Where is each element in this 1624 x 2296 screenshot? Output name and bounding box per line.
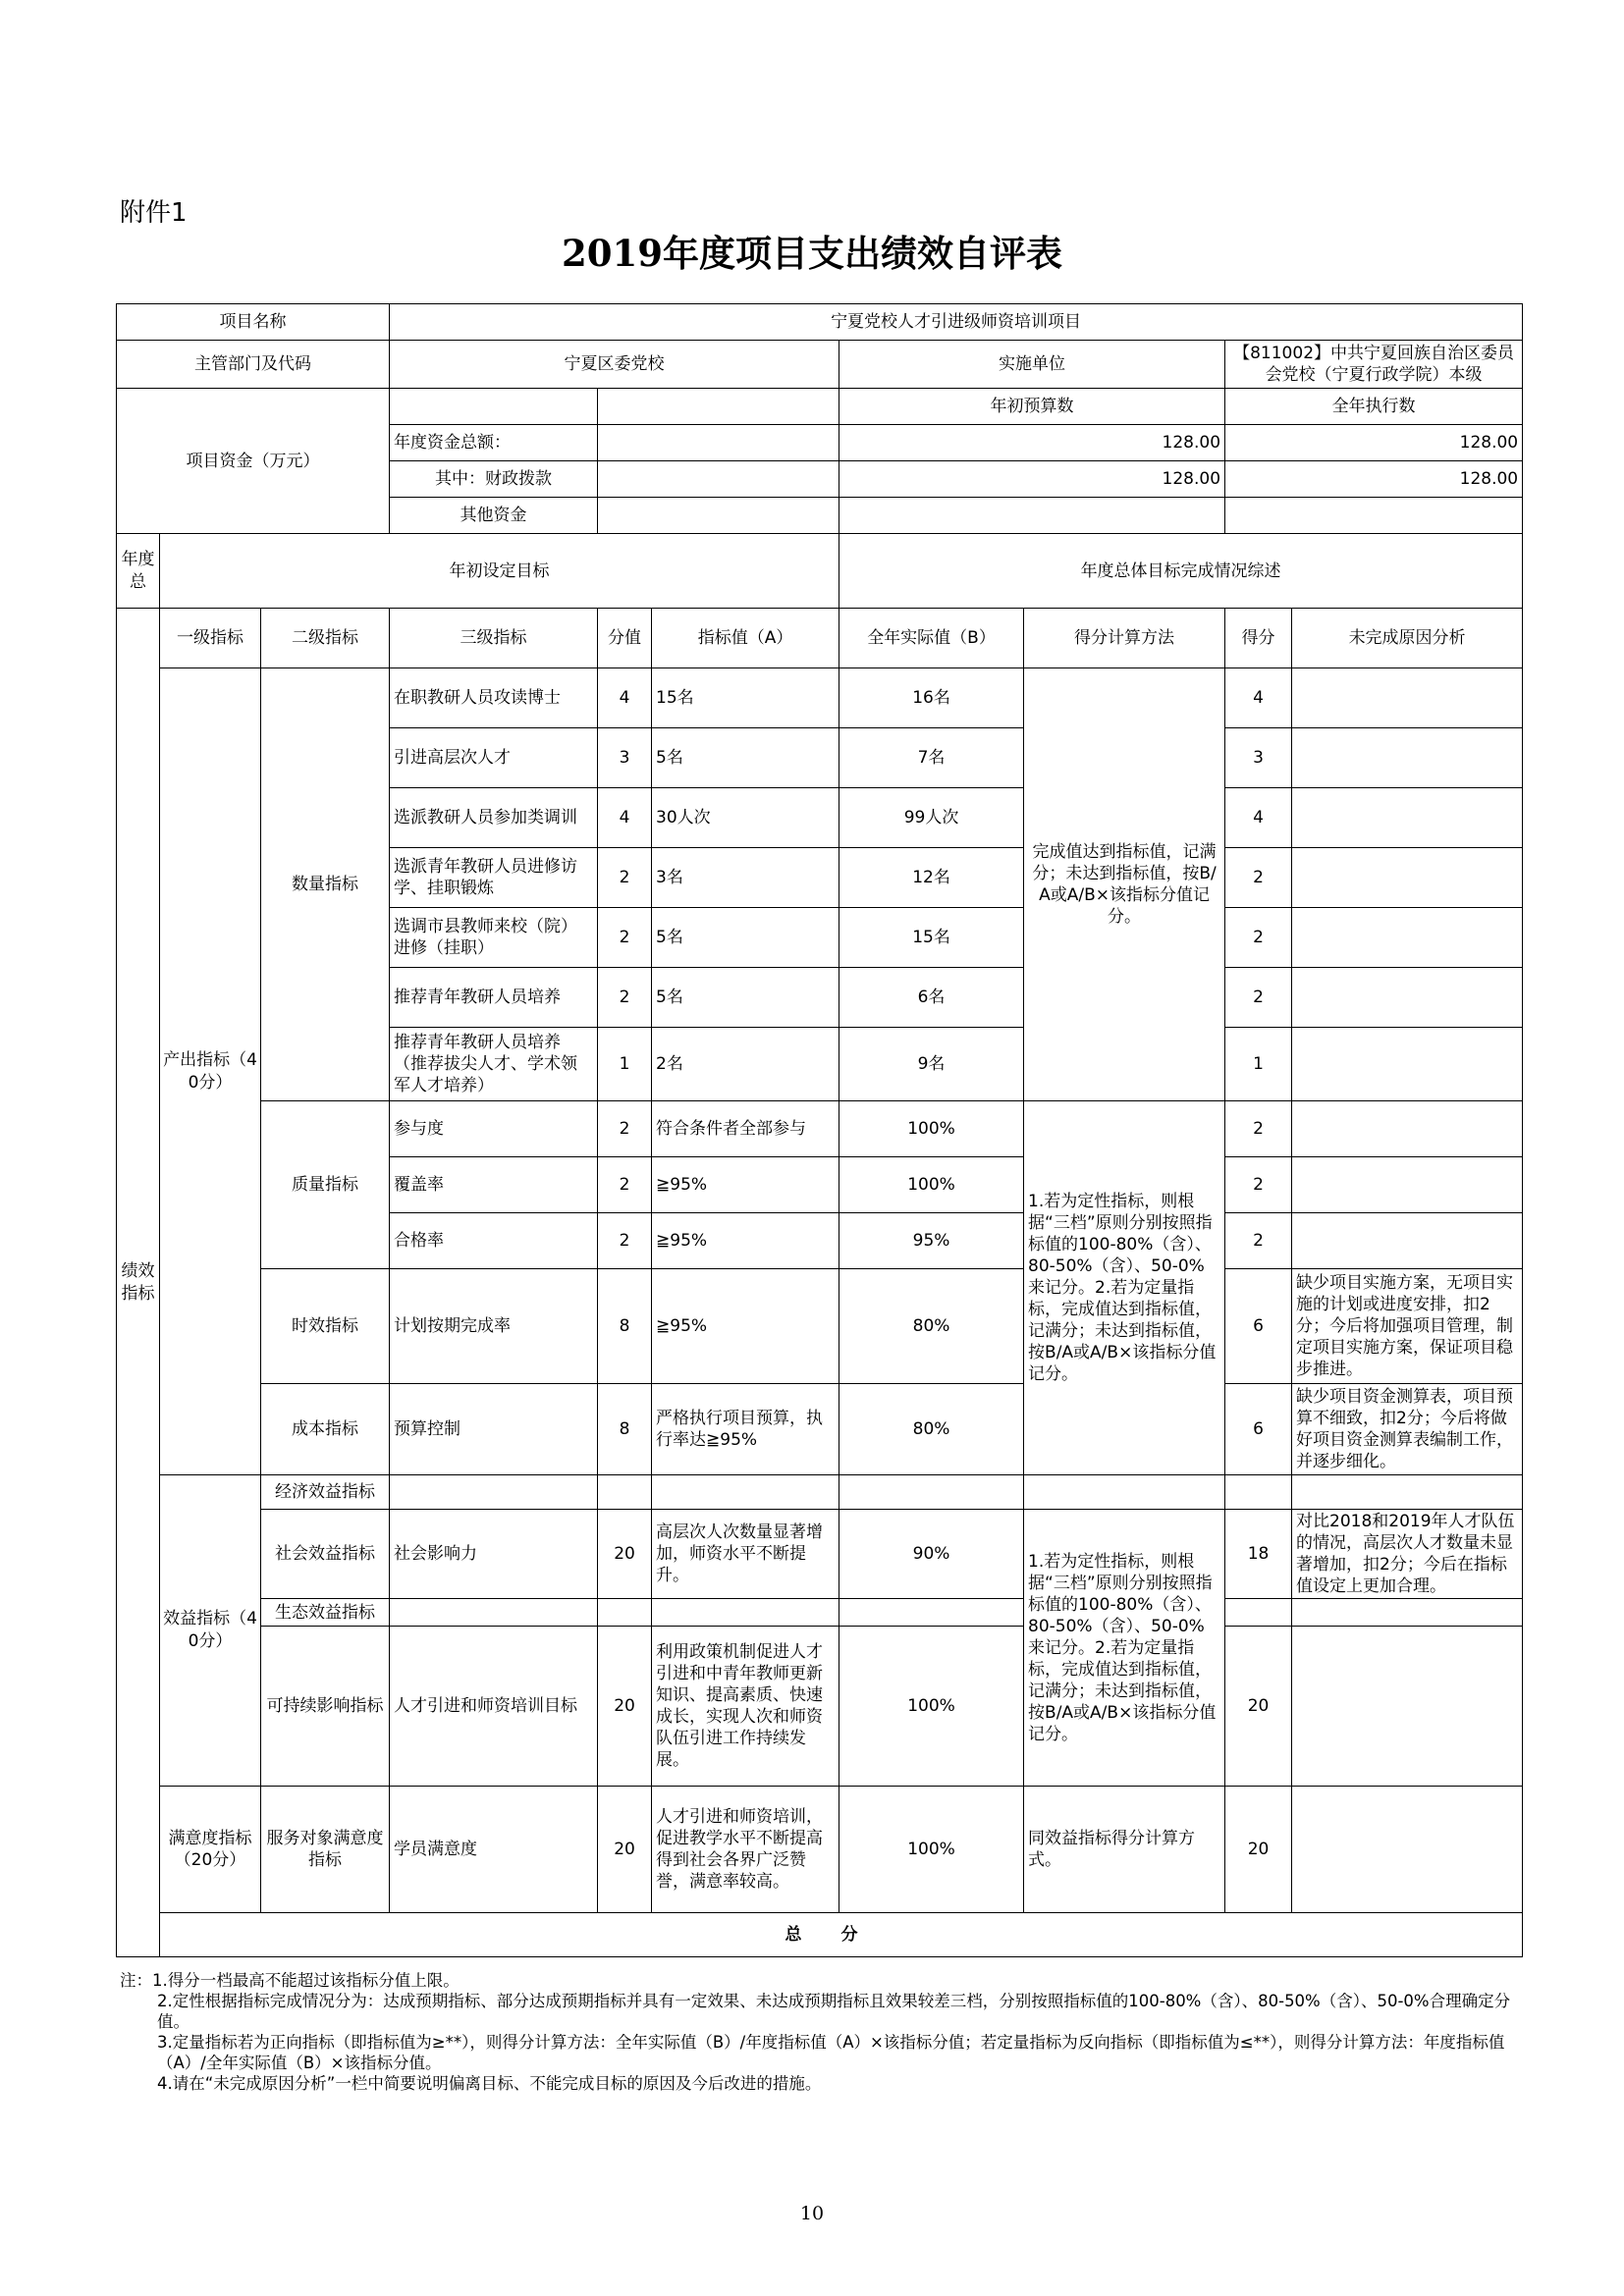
funds-col-initial: 年初预算数 bbox=[839, 389, 1225, 425]
dept-value: 宁夏区委党校 bbox=[390, 341, 839, 389]
header-reason: 未完成原因分析 bbox=[1292, 609, 1523, 668]
indicator-actual: 100% bbox=[839, 1787, 1024, 1913]
project-name: 宁夏党校人才引进级师资培训项目 bbox=[390, 304, 1523, 341]
indicator-value: 4 bbox=[598, 788, 652, 848]
note-item: 3.定量指标若为正向指标（即指标值为≥**），则得分计算方法：全年实际值（B）/年度指标值（A）×该指标分值；若定量指标为反向指标（即指标值为≤**），则得分计算方法：年度指标值（A）/全年实际值（B）×该指标分值。 bbox=[157, 2033, 1505, 2072]
dept-label: 主管部门及代码 bbox=[117, 341, 390, 389]
header-actual: 全年实际值（B） bbox=[839, 609, 1024, 668]
indicator-reason: 缺少项目实施方案，无项目实施的计划或进度安排，扣2分；今后将加强项目管理，制定项目实施方案，保证项目稳步推进。 bbox=[1292, 1269, 1523, 1384]
indicator-score: 4 bbox=[1225, 668, 1292, 728]
header-level3: 三级指标 bbox=[390, 609, 598, 668]
indicator-score: 2 bbox=[1225, 848, 1292, 908]
method-quantity: 完成值达到指标值，记满分；未达到指标值，按B/A或A/B×该指标分值记分。 bbox=[1024, 668, 1225, 1101]
indicator-name: 人才引进和师资培训目标 bbox=[390, 1627, 598, 1787]
indicator-name: 预算控制 bbox=[390, 1384, 598, 1475]
indicator-name: 计划按期完成率 bbox=[390, 1269, 598, 1384]
dept-row bbox=[117, 341, 1523, 389]
indicator-actual: 6名 bbox=[839, 968, 1024, 1028]
indicator-actual: 100% bbox=[839, 1627, 1024, 1787]
evaluation-table bbox=[116, 303, 1523, 1957]
table-row bbox=[117, 1475, 1523, 1510]
funds-row-label: 其中：财政拨款 bbox=[390, 461, 598, 498]
indicator-value: 4 bbox=[598, 668, 652, 728]
indicator-target: 2名 bbox=[652, 1028, 839, 1101]
quality-label: 质量指标 bbox=[261, 1101, 390, 1269]
satisfaction-level1: 满意度指标（20分） bbox=[160, 1787, 261, 1913]
cost-label: 成本指标 bbox=[261, 1384, 390, 1475]
indicator-name: 选派教研人员参加类调训 bbox=[390, 788, 598, 848]
indicator-name: 合格率 bbox=[390, 1213, 598, 1269]
funds-initial: 128.00 bbox=[839, 425, 1225, 461]
impl-unit-value: 【811002】中共宁夏回族自治区委员会党校（宁夏行政学院）本级 bbox=[1225, 341, 1523, 389]
indicator-score: 2 bbox=[1225, 1157, 1292, 1213]
funds-col-actual: 全年执行数 bbox=[1225, 389, 1523, 425]
indicator-header-row bbox=[117, 609, 1523, 668]
project-name-row bbox=[117, 304, 1523, 341]
indicator-value: 2 bbox=[598, 908, 652, 968]
indicator-target: 高层次人次数量显著增加，师资水平不断提升。 bbox=[652, 1510, 839, 1599]
indicator-name: 社会影响力 bbox=[390, 1510, 598, 1599]
satisfaction-label: 服务对象满意度指标 bbox=[261, 1787, 390, 1913]
funds-row-label: 其他资金 bbox=[390, 498, 598, 534]
indicator-value: 2 bbox=[598, 1101, 652, 1157]
indicator-actual: 80% bbox=[839, 1269, 1024, 1384]
table-row bbox=[117, 668, 1523, 728]
indicator-name: 引进高层次人才 bbox=[390, 728, 598, 788]
table-row bbox=[117, 1787, 1523, 1913]
indicator-reason: 缺少项目资金测算表，项目预算不细致，扣2分；今后将做好项目资金测算表编制工作，并逐步细化。 bbox=[1292, 1384, 1523, 1475]
indicator-name: 参与度 bbox=[390, 1101, 598, 1157]
indicator-target: 严格执行项目预算，执行率达≧95% bbox=[652, 1384, 839, 1475]
indicator-score: 6 bbox=[1225, 1269, 1292, 1384]
indicator-value: 2 bbox=[598, 848, 652, 908]
funds-actual: 128.00 bbox=[1225, 461, 1523, 498]
indicator-actual: 16名 bbox=[839, 668, 1024, 728]
note-item: 4.请在“未完成原因分析”一栏中简要说明偏离目标、不能完成目标的原因及今后改进的措施。 bbox=[157, 2074, 822, 2093]
header-level2: 二级指标 bbox=[261, 609, 390, 668]
indicator-value: 2 bbox=[598, 1213, 652, 1269]
indicator-target: 符合条件者全部参与 bbox=[652, 1101, 839, 1157]
header-target: 指标值（A） bbox=[652, 609, 839, 668]
table-row bbox=[117, 1627, 1523, 1787]
indicator-value: 3 bbox=[598, 728, 652, 788]
funds-label: 项目资金（万元） bbox=[117, 389, 390, 534]
funds-row-label: 年度资金总额： bbox=[390, 425, 598, 461]
total-row bbox=[117, 1913, 1523, 1957]
indicator-score: 2 bbox=[1225, 1101, 1292, 1157]
indicator-value: 20 bbox=[598, 1510, 652, 1599]
indicator-name: 覆盖率 bbox=[390, 1157, 598, 1213]
indicator-value: 8 bbox=[598, 1269, 652, 1384]
indicator-target: 3名 bbox=[652, 848, 839, 908]
output-label: 产出指标（40分） bbox=[160, 668, 261, 1475]
project-name-label: 项目名称 bbox=[117, 304, 390, 341]
method-benefit: 1.若为定性指标，则根据“三档”原则分别按照指标值的100-80%（含）、80-50%（含）、50-0%来记分。2.若为定量指标，完成值达到指标值，记满分；未达到指标值，按B/A或A/B×该指标分值记分。 bbox=[1024, 1510, 1225, 1787]
eco-label: 生态效益指标 bbox=[261, 1599, 390, 1627]
indicator-value: 8 bbox=[598, 1384, 652, 1475]
header-score-value: 分值 bbox=[598, 609, 652, 668]
indicator-score: 2 bbox=[1225, 908, 1292, 968]
method-quality: 1.若为定性指标，则根据“三档”原则分别按照指标值的100-80%（含）、80-50%（含）、50-0%来记分。2.若为定量指标，完成值达到指标值，记满分；未达到指标值，按B/A或A/B×该指标分值记分。 bbox=[1024, 1101, 1225, 1475]
social-label: 社会效益指标 bbox=[261, 1510, 390, 1599]
note-item: 注：1.得分一档最高不能超过该指标分值上限。 bbox=[120, 1971, 460, 1990]
indicator-score: 20 bbox=[1225, 1787, 1292, 1913]
indicator-value: 2 bbox=[598, 1157, 652, 1213]
indicator-score: 2 bbox=[1225, 1213, 1292, 1269]
indicator-actual: 12名 bbox=[839, 848, 1024, 908]
header-score: 得分 bbox=[1225, 609, 1292, 668]
notes bbox=[120, 1970, 1524, 2094]
indicator-actual: 99人次 bbox=[839, 788, 1024, 848]
funds-initial bbox=[839, 498, 1225, 534]
indicator-name: 选派青年教研人员进修访学、挂职锻炼 bbox=[390, 848, 598, 908]
indicator-target: ≧95% bbox=[652, 1269, 839, 1384]
impl-unit-label: 实施单位 bbox=[839, 341, 1225, 389]
header-method: 得分计算方法 bbox=[1024, 609, 1225, 668]
indicator-target: 5名 bbox=[652, 968, 839, 1028]
funds-actual: 128.00 bbox=[1225, 425, 1523, 461]
table-row bbox=[117, 1269, 1523, 1384]
header-level1: 一级指标 bbox=[160, 609, 261, 668]
indicator-score: 6 bbox=[1225, 1384, 1292, 1475]
indicator-name: 推荐青年教研人员培养 bbox=[390, 968, 598, 1028]
indicator-score: 1 bbox=[1225, 1028, 1292, 1101]
indicator-target: ≧95% bbox=[652, 1157, 839, 1213]
table-row bbox=[117, 1510, 1523, 1599]
timeliness-label: 时效指标 bbox=[261, 1269, 390, 1384]
page-title: 2019年度项目支出绩效自评表 bbox=[562, 232, 1062, 275]
indicator-name: 学员满意度 bbox=[390, 1787, 598, 1913]
indicator-score: 3 bbox=[1225, 728, 1292, 788]
indicator-actual: 100% bbox=[839, 1157, 1024, 1213]
indicator-target: 5名 bbox=[652, 908, 839, 968]
indicator-score: 2 bbox=[1225, 968, 1292, 1028]
benefit-label: 效益指标（40分） bbox=[160, 1475, 261, 1787]
indicator-score: 18 bbox=[1225, 1510, 1292, 1599]
goal-initial-label: 年初设定目标 bbox=[160, 534, 839, 609]
indicator-target: ≧95% bbox=[652, 1213, 839, 1269]
indicator-value: 20 bbox=[598, 1787, 652, 1913]
indicator-target: 5名 bbox=[652, 728, 839, 788]
funds-actual bbox=[1225, 498, 1523, 534]
indicator-score: 20 bbox=[1225, 1627, 1292, 1787]
indicator-name: 选调市县教师来校（院）进修（挂职） bbox=[390, 908, 598, 968]
quantity-label: 数量指标 bbox=[261, 668, 390, 1101]
indicator-value: 1 bbox=[598, 1028, 652, 1101]
perf-label: 绩效指标 bbox=[117, 609, 160, 1957]
indicator-actual: 80% bbox=[839, 1384, 1024, 1475]
goal-summary-label: 年度总体目标完成情况综述 bbox=[839, 534, 1523, 609]
indicator-actual: 7名 bbox=[839, 728, 1024, 788]
economic-label: 经济效益指标 bbox=[261, 1475, 390, 1510]
goal-row bbox=[117, 534, 1523, 609]
indicator-actual: 90% bbox=[839, 1510, 1024, 1599]
table-row bbox=[117, 1384, 1523, 1475]
funds-header-row bbox=[117, 389, 1523, 425]
total-label: 总分 bbox=[160, 1913, 1523, 1957]
sustain-label: 可持续影响指标 bbox=[261, 1627, 390, 1787]
indicator-name: 推荐青年教研人员培养（推荐拔尖人才、学术领军人才培养） bbox=[390, 1028, 598, 1101]
indicator-actual: 15名 bbox=[839, 908, 1024, 968]
indicator-value: 20 bbox=[598, 1627, 652, 1787]
indicator-value: 2 bbox=[598, 968, 652, 1028]
table-row bbox=[117, 1101, 1523, 1157]
indicator-target: 15名 bbox=[652, 668, 839, 728]
indicator-target: 利用政策机制促进人才引进和中青年教师更新知识、提高素质、快速成长，实现人次和师资队伍引进工作持续发展。 bbox=[652, 1627, 839, 1787]
indicator-score: 4 bbox=[1225, 788, 1292, 848]
attachment-label: 附件1 bbox=[120, 198, 188, 228]
indicator-target: 30人次 bbox=[652, 788, 839, 848]
indicator-target: 人才引进和师资培训，促进教学水平不断提高得到社会各界广泛赞誉，满意率较高。 bbox=[652, 1787, 839, 1913]
indicator-actual: 100% bbox=[839, 1101, 1024, 1157]
note-item: 2.定性根据指标完成情况分为：达成预期指标、部分达成预期指标并具有一定效果、未达成预期指标且效果较差三档，分别按照指标值的100-80%（含）、80-50%（含）、50-0%合理确定分值。 bbox=[157, 1992, 1511, 2031]
indicator-actual: 9名 bbox=[839, 1028, 1024, 1101]
table-row bbox=[117, 1599, 1523, 1627]
method-satisfaction: 同效益指标得分计算方式。 bbox=[1024, 1787, 1225, 1913]
indicator-reason: 对比2018和2019年人才队伍的情况，高层次人才数量未显著增加，扣2分；今后在指标值设定上更加合理。 bbox=[1292, 1510, 1523, 1599]
funds-initial: 128.00 bbox=[839, 461, 1225, 498]
page-number: 10 bbox=[799, 2203, 825, 2224]
goal-label: 年度总 bbox=[117, 534, 160, 609]
indicator-actual: 95% bbox=[839, 1213, 1024, 1269]
indicator-name: 在职教研人员攻读博士 bbox=[390, 668, 598, 728]
